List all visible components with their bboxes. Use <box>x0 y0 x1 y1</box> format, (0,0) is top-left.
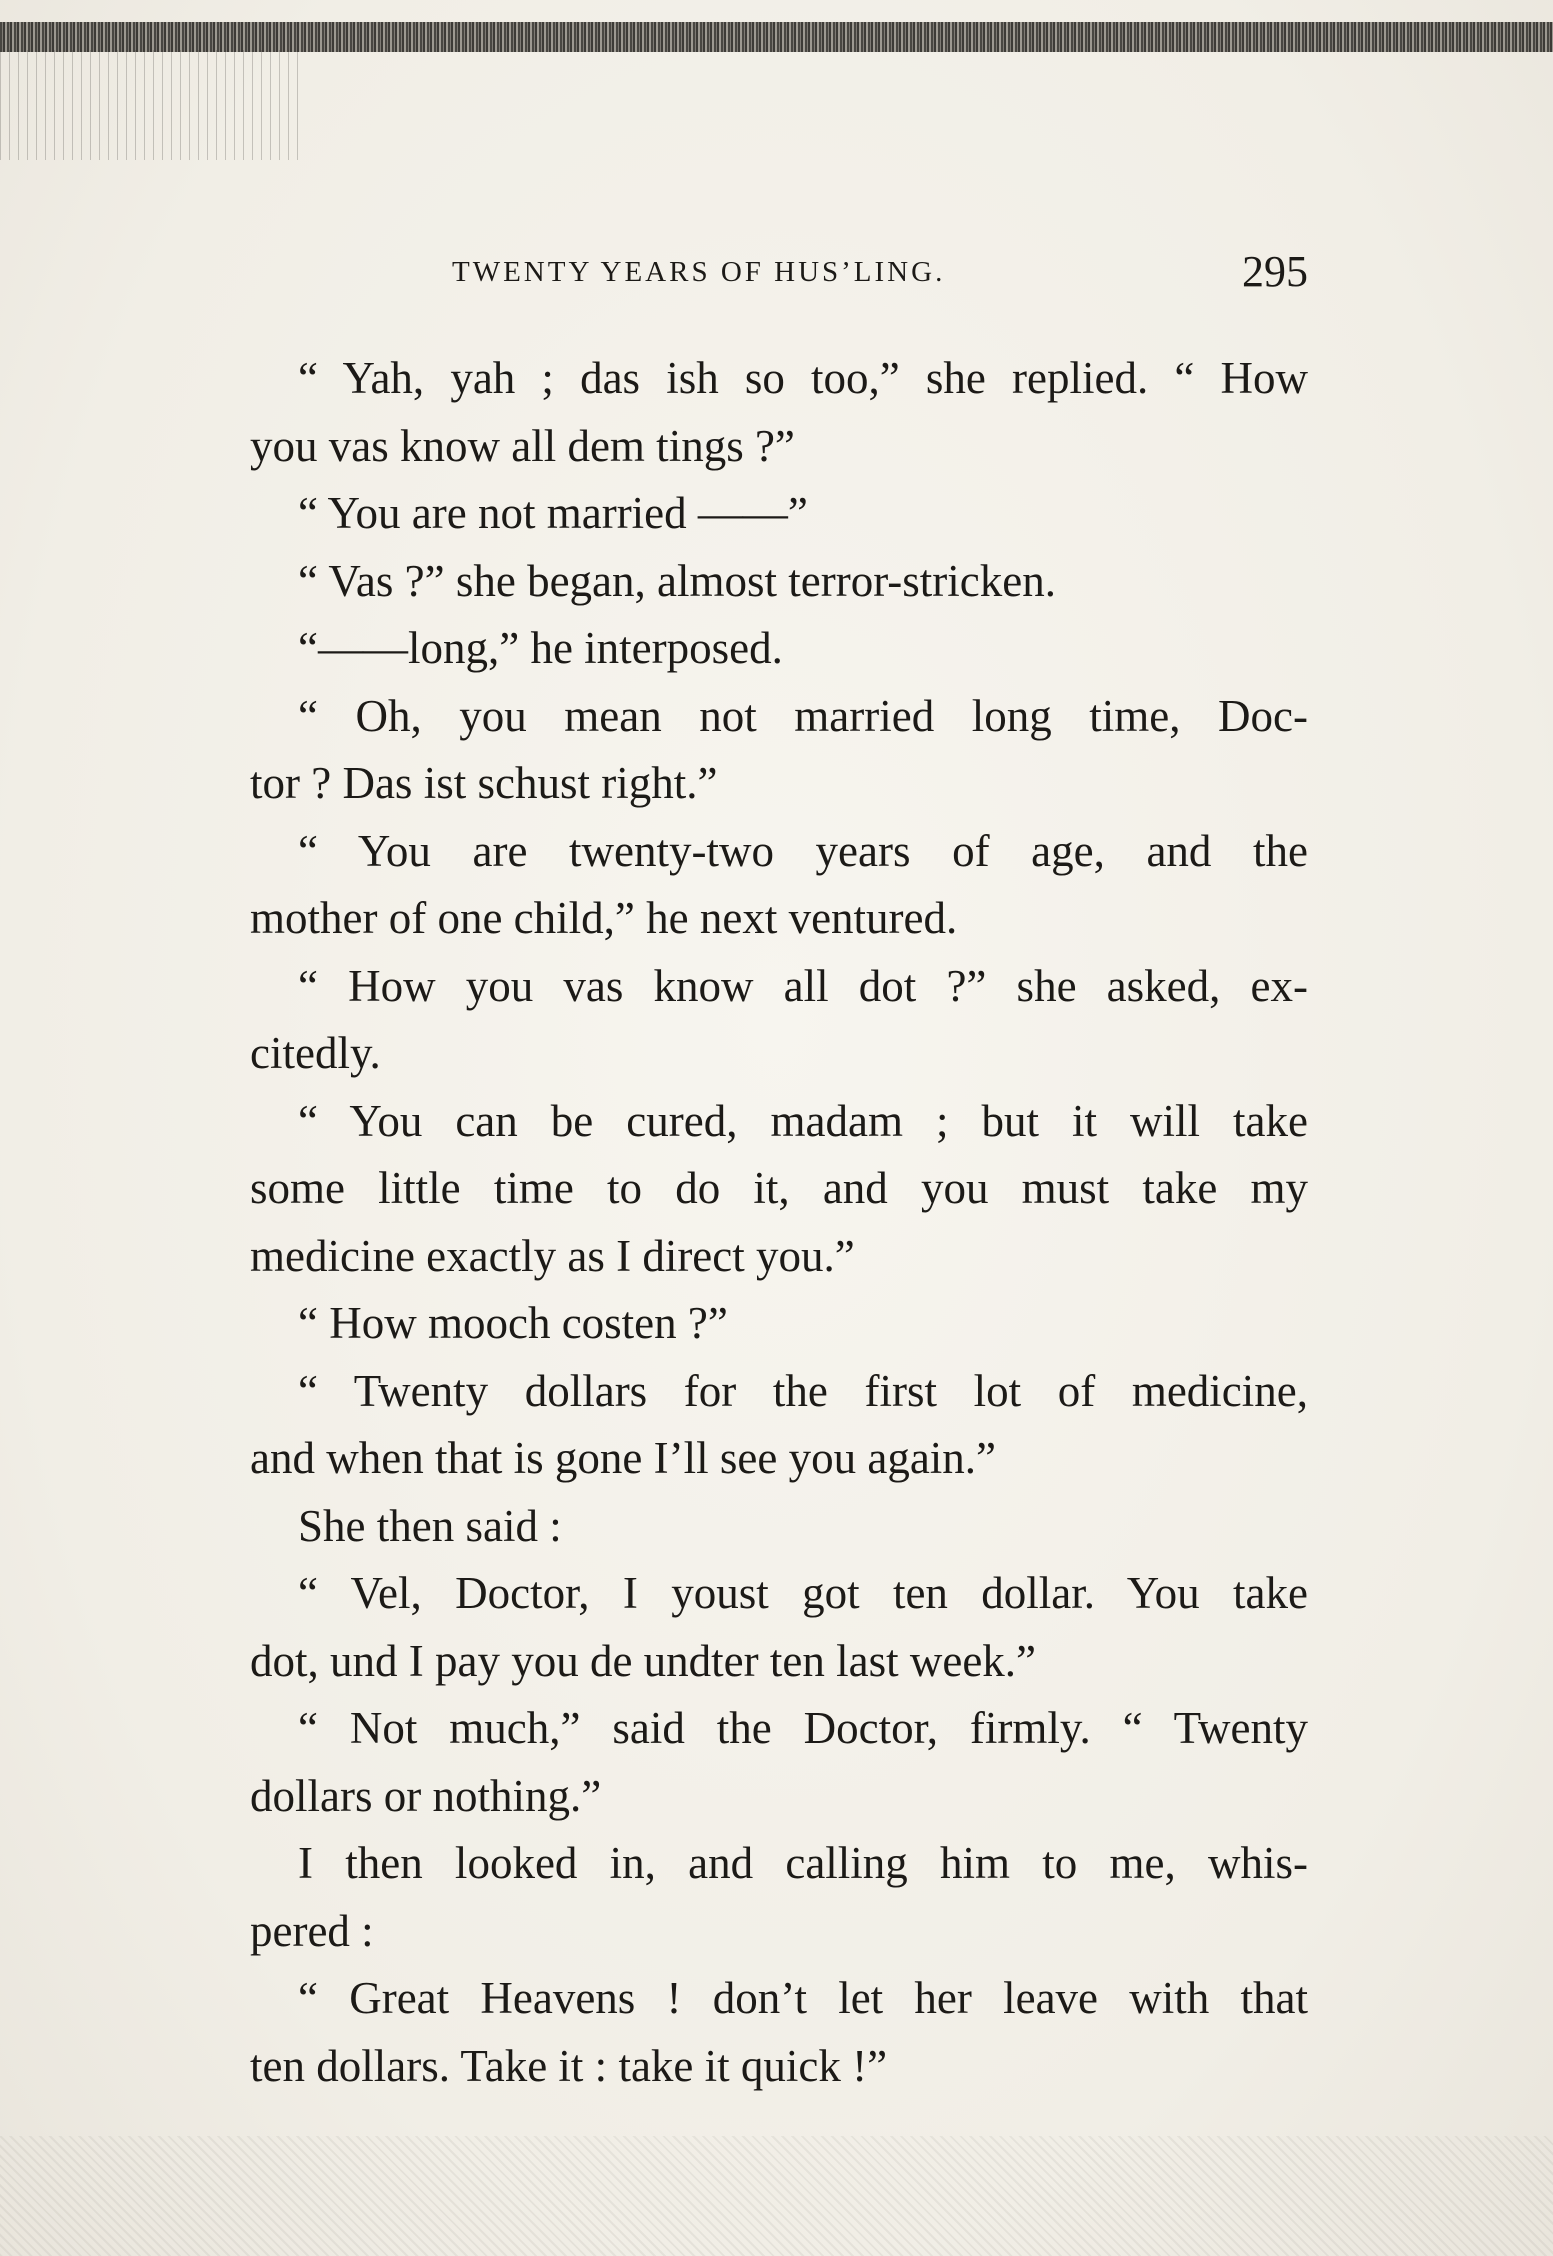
text-line: “ Vel, Doctor, I youst got ten dollar. You take <box>298 1568 1308 1618</box>
page-number: 295 <box>1242 247 1308 296</box>
text-line: medicine exactly as I direct you.” <box>250 1230 855 1281</box>
text-line: some little time to do it, and you must take my <box>250 1163 1308 1213</box>
text-line: “ You are not married ——” <box>298 488 808 538</box>
text-line: “ How mooch costen ?” <box>298 1298 728 1348</box>
text-line: pered : <box>250 1905 374 1956</box>
text-line: “——long,” he interposed. <box>298 623 783 673</box>
text-line: dollars or nothing.” <box>250 1770 602 1821</box>
text-line: “ Oh, you mean not married long time, Doc- <box>298 690 1308 741</box>
text-line: “ Yah, yah ; das ish so too,” she replied. “ How <box>298 353 1308 403</box>
text-line: “ How you vas know all dot ?” she asked, ex- <box>298 960 1308 1011</box>
text-line: I then looked in, and calling him to me, whis- <box>298 1838 1308 1888</box>
running-head: TWENTY YEARS OF HUS’LING. <box>452 256 946 288</box>
text-line: “ Not much,” said the Doctor, firmly. “ Twenty <box>298 1703 1308 1753</box>
text-line: “ Twenty dollars for the first lot of medicine, <box>298 1365 1308 1416</box>
text-line: “ Great Heavens ! don’t let her leave with that <box>298 1973 1308 2023</box>
scan-top-edge <box>0 22 1553 52</box>
text-line: tor ? Das ist schust right.” <box>250 758 718 808</box>
page-header <box>250 247 1308 312</box>
text-line: “ Vas ?” she began, almost terror-stricken. <box>298 555 1056 606</box>
scan-edge-shadow <box>0 50 300 160</box>
text-line: and when that is gone I’ll see you again.” <box>250 1433 997 1483</box>
text-line: mother of one child,” he next ventured. <box>250 893 958 943</box>
scan-bottom-noise <box>0 2136 1553 2256</box>
text-line: She then said : <box>298 1500 562 1551</box>
text-line: “ You can be cured, madam ; but it will take <box>298 1095 1308 1146</box>
text-line: “ You are twenty-two years of age, and the <box>298 825 1308 876</box>
text-line: dot, und I pay you de undter ten last week.” <box>250 1635 1037 1686</box>
text-line: citedly. <box>250 1028 381 1078</box>
text-line: ten dollars. Take it : take it quick !” <box>250 2040 888 2091</box>
body-text <box>250 345 1308 2100</box>
text-line: you vas know all dem tings ?” <box>250 420 795 471</box>
